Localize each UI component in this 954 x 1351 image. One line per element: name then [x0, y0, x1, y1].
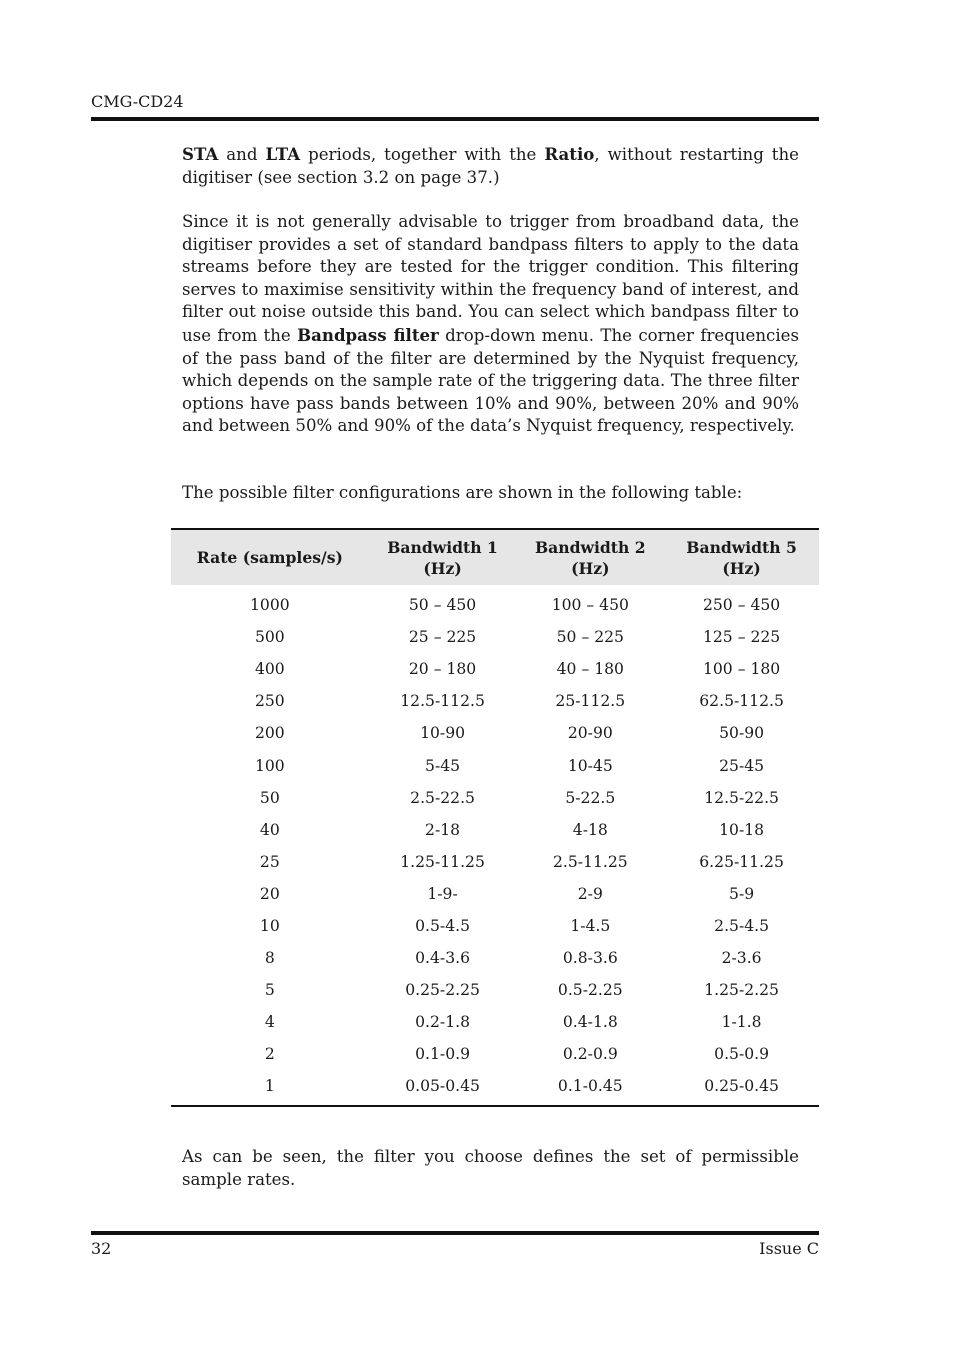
- header-bandwidth-1: Bandwidth 1 (Hz): [369, 529, 517, 585]
- table-row: [171, 1070, 819, 1105]
- table-cell: 2-9: [577, 884, 603, 903]
- table-cell: 50-90: [719, 724, 765, 743]
- table-cell: 0.5-4.5: [415, 916, 470, 935]
- table-cell: 5-22.5: [565, 788, 616, 807]
- table-cell: 125 – 225: [702, 628, 781, 647]
- running-header-title: CMG-CD24: [91, 92, 184, 111]
- table-cell: 100: [254, 756, 285, 775]
- table-header-row: [171, 529, 819, 585]
- table-cell: 8: [264, 949, 275, 968]
- table-cell: 0.05-0.45: [369, 1070, 517, 1105]
- table-cell: 250: [254, 692, 285, 711]
- header-bandwidth-2: Bandwidth 2 (Hz): [516, 529, 664, 585]
- paragraph-sta-lta: [182, 143, 799, 189]
- table-cell: 10-90: [420, 724, 466, 743]
- table-cell: 40 – 180: [556, 660, 624, 679]
- table-cell: 2-3.6: [721, 949, 762, 968]
- table-cell: 40: [259, 820, 280, 839]
- table-cell: 10-45: [567, 756, 613, 775]
- text-span: , without restarting the digitiser (see section 3.2 on page 37.): [182, 145, 799, 187]
- table-row: [171, 1006, 819, 1038]
- paragraph-table-intro: The possible filter configurations are shown in the following table:: [182, 483, 743, 502]
- page-number: 32: [91, 1239, 112, 1258]
- filter-configuration-table: [171, 528, 819, 1107]
- text-span: periods, together with the: [300, 145, 545, 164]
- table-cell: 25-45: [719, 756, 765, 775]
- footer-rule: [91, 1231, 819, 1235]
- table-cell: 0.2-1.8: [415, 1013, 470, 1032]
- table-cell: 0.8-3.6: [562, 949, 618, 968]
- table-row: [171, 878, 819, 910]
- table-cell: 1-9-: [427, 884, 458, 903]
- table-cell: 0.1-0.9: [415, 1045, 470, 1064]
- table-cell: 4: [264, 1013, 275, 1032]
- table-cell: 20: [259, 884, 280, 903]
- term-lta: LTA: [265, 144, 301, 164]
- table-cell: 12.5-22.5: [704, 788, 779, 807]
- table-row: [171, 1038, 819, 1070]
- table-row: [171, 749, 819, 781]
- table-cell: 100 – 450: [551, 596, 629, 615]
- table-cell: 0.5-0.9: [714, 1045, 770, 1064]
- term-ratio: Ratio: [544, 144, 595, 164]
- table-row: [171, 782, 819, 814]
- text-span: drop-down menu. The corner frequencies of the pass band of the filter are determined by the Nyquist frequency, which depends on the sample rate of the triggering data. The three filter options have pass bands between 10% and 90%, between 20% and 90% and between 50% and 90% of the data’s Nyquist frequency, respectively.: [182, 325, 799, 436]
- table-cell: 0.25-0.45: [664, 1070, 819, 1105]
- table-cell: 1.25-11.25: [400, 852, 485, 871]
- table-cell: 1-1.8: [721, 1013, 762, 1032]
- table-cell: 12.5-112.5: [400, 692, 485, 711]
- table-row: [171, 846, 819, 878]
- table-row: [171, 653, 819, 685]
- table-cell: 62.5-112.5: [699, 692, 784, 711]
- table-cell: 2.5-11.25: [552, 852, 628, 871]
- table-cell: 2.5-22.5: [410, 788, 475, 807]
- table-cell: 0.5-2.25: [557, 981, 623, 1000]
- issue-label: Issue C: [759, 1239, 819, 1258]
- table-cell: 50: [259, 788, 280, 807]
- paragraph-conclusion: As can be seen, the filter you choose defines the set of permissible sample rates.: [182, 1147, 799, 1189]
- text-span: and: [218, 145, 266, 164]
- table-cell: 250 – 450: [702, 596, 781, 615]
- table-cell: 400: [254, 660, 285, 679]
- table-cell: 2-18: [425, 820, 461, 839]
- term-bandpass-filter: Bandpass filter: [297, 324, 439, 345]
- table-cell: 0.4-1.8: [562, 1013, 618, 1032]
- table-cell: 10: [259, 916, 280, 935]
- table-cell: 5: [264, 981, 275, 1000]
- table-cell: 200: [254, 724, 285, 743]
- table-row: [171, 685, 819, 717]
- table-cell: 5-45: [425, 756, 461, 775]
- table-cell: 25-112.5: [555, 692, 626, 711]
- table-row: [171, 585, 819, 621]
- table-row: [171, 974, 819, 1006]
- text-span: Since it is not generally advisable to trigger from broadband data, the digitiser provides a set of standard bandpass filters to apply to the data streams before they are tested for the trigger condition. This filtering serves to maximise sensitivity within the frequency band of interest, and filter out noise outside this band. You can select which bandpass filter to use from the: [182, 212, 799, 345]
- table-row: [171, 717, 819, 749]
- table-cell: 50 – 225: [556, 628, 624, 647]
- table-row: [171, 621, 819, 653]
- table-cell: 100 – 180: [702, 660, 781, 679]
- table-cell: 20 – 180: [408, 660, 477, 679]
- table-cell: 20-90: [567, 724, 613, 743]
- header-bandwidth-5: Bandwidth 5 (Hz): [664, 529, 819, 585]
- table-cell: 1000: [250, 596, 290, 615]
- table-cell: 0.1-0.45: [516, 1070, 664, 1105]
- table-row: [171, 942, 819, 974]
- table-cell: 2.5-4.5: [714, 916, 770, 935]
- table-row: [171, 910, 819, 942]
- term-sta: STA: [182, 144, 219, 164]
- table-cell: 0.4-3.6: [415, 949, 470, 968]
- table-cell: 1.25-2.25: [704, 981, 779, 1000]
- table-cell: 500: [254, 628, 285, 647]
- table-cell: 25: [259, 852, 280, 871]
- table-cell: 0.2-0.9: [562, 1045, 618, 1064]
- table-cell: 1: [171, 1070, 369, 1105]
- table-cell: 6.25-11.25: [699, 852, 784, 871]
- table-row: [171, 814, 819, 846]
- header-rule: [91, 117, 819, 121]
- table-cell: 0.25-2.25: [405, 981, 480, 1000]
- table-cell: 2: [264, 1045, 275, 1064]
- table-cell: 50 – 450: [408, 596, 477, 615]
- paragraph-bandpass: [182, 211, 799, 438]
- table-cell: 5-9: [729, 884, 755, 903]
- table-cell: 10-18: [719, 820, 765, 839]
- header-rate: Rate (samples/s): [171, 529, 369, 585]
- table-cell: 4-18: [572, 820, 608, 839]
- table-cell: 25 – 225: [408, 628, 477, 647]
- table-cell: 1-4.5: [570, 916, 611, 935]
